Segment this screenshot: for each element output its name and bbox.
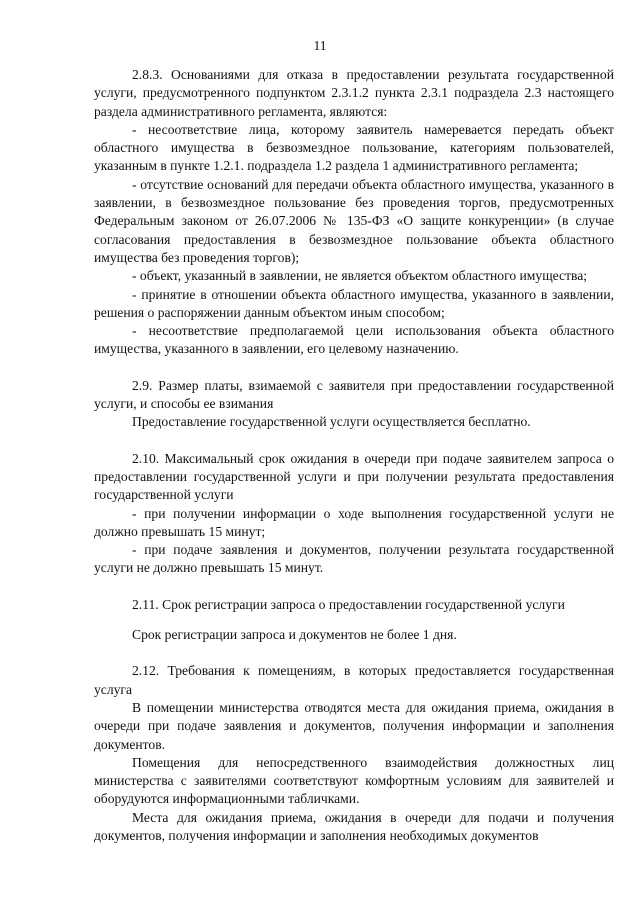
page-number: 11: [313, 38, 327, 53]
list-item: - при подаче заявления и документов, получении результата государственной услуги не должно превышать 15 минут.: [94, 542, 614, 576]
list-item: - несоответствие лица, которому заявитель намеревается передать объект областного имущества в безвозмездное пользование, категориям пользователей, указанным в пункте 1.2.1. подраздела 1.2 раздела 1 административного регламента;: [94, 121, 614, 174]
list-item: - отсутствие оснований для передачи объекта областного имущества, указанного в заявлении, в безвозмездное пользование без проведения торгов, предусмотренных Федеральным законом от 26.07.2006 № 135-ФЗ «О защите конкуренции» (в случае согласования предоставления в безвозмездное пользование объекта областного имущества без проведения торгов);: [94, 176, 614, 265]
paragraph: В помещении министерства отводятся места для ожидания приема, ожидания в очереди при подаче заявления и документов, получения информации и заполнения документов.: [94, 699, 614, 752]
section-heading-2-10: 2.10. Максимальный срок ожидания в очереди при подаче заявителем запроса о предоставлении государственной услуги и при получении результата предоставления государственной услуги: [94, 450, 614, 503]
list-item: - при получении информации о ходе выполнения государственной услуги не должно превышать 15 минут;: [94, 505, 614, 539]
section-heading-2-12: 2.12. Требования к помещениям, в которых предоставляется государственная услуга: [94, 663, 614, 697]
paragraph: Предоставление государственной услуги осуществляется бесплатно.: [132, 414, 531, 430]
paragraph: Срок регистрации запроса и документов не более 1 дня.: [132, 627, 457, 643]
paragraph-2-8-3: 2.8.3. Основаниями для отказа в предоставлении результата государственной услуги, предусмотренного подпунктом 2.3.1.2 пункта 2.3.1 подраздела 2.3 настоящего раздела административного регламента, являются:: [94, 67, 614, 119]
section-heading-2-11: 2.11. Срок регистрации запроса о предоставлении государственной услуги: [132, 596, 565, 612]
list-item: - принятие в отношении объекта областного имущества, указанного в заявлении, решения о распоряжении данным объектом иным способом;: [94, 286, 614, 320]
list-item: - несоответствие предполагаемой цели использования объекта областного имущества, указанного в заявлении, его целевому назначению.: [94, 323, 614, 357]
list-item: - объект, указанный в заявлении, не является объектом областного имущества;: [132, 268, 588, 284]
section-heading-2-9: 2.9. Размер платы, взимаемой с заявителя при предоставлении государственной услуги, и способы ее взимания: [94, 377, 614, 412]
paragraph: Помещения для непосредственного взаимодействия должностных лиц министерства с заявителями соответствуют комфортным условиям для заявителей и оборудуются информационными табличками.: [94, 754, 614, 807]
document-body: [94, 66, 614, 845]
paragraph: Места для ожидания приема, ожидания в очереди для подачи и получения документов, получения информации и заполнения необходимых документов: [94, 809, 614, 843]
